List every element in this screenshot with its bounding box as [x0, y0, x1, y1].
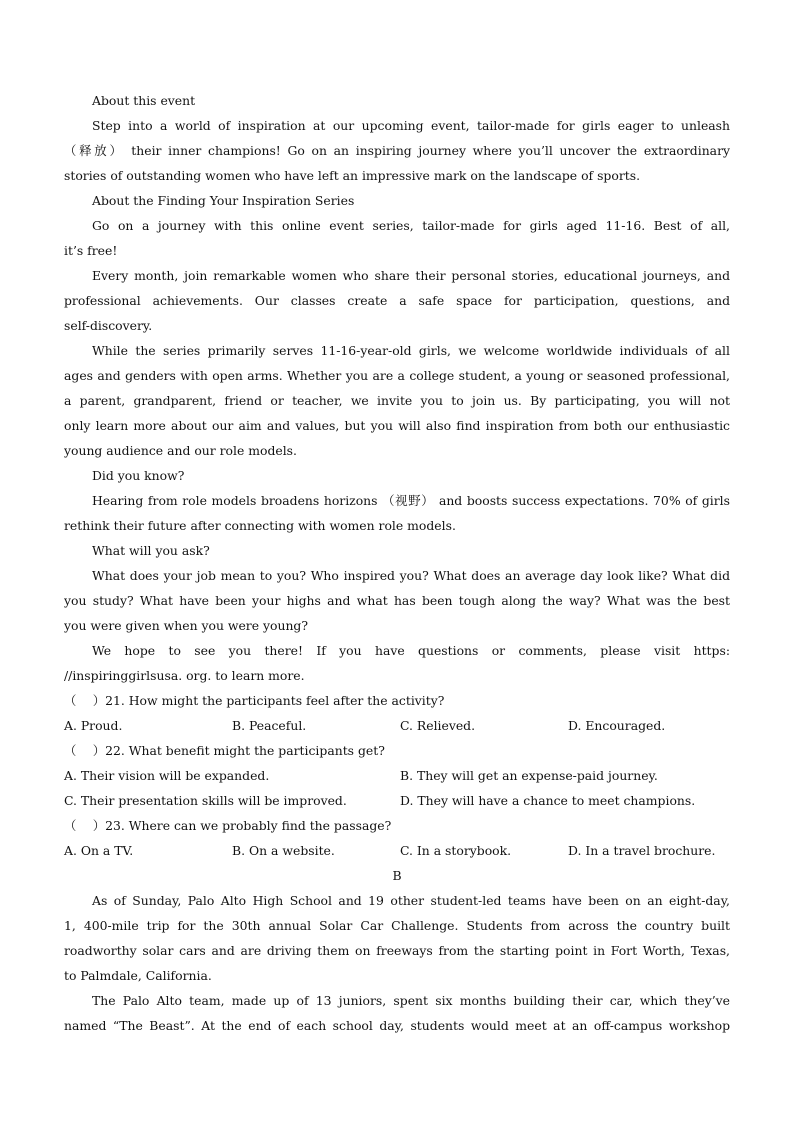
- question-options: [64, 713, 730, 738]
- paragraph-line: While the series primarily serves 11-16-year-old girls, we welcome worldwide individuals of all: [92, 343, 730, 358]
- paragraph-line: （释放） their inner champions! Go on an inspiring journey where you’ll uncover the extraordinary: [64, 143, 730, 158]
- paragraph-line: Hearing from role models broadens horizons （视野） and boosts success expectations. 70% of girls: [92, 493, 730, 508]
- paragraph-line: it’s free!: [64, 243, 118, 258]
- question-options: [64, 763, 730, 788]
- paragraph-line: professional achievements. Our classes create a safe space for participation, questions, and: [64, 293, 730, 308]
- paragraph-line: you study? What have been your highs and what has been tough along the way? What was the best: [64, 593, 730, 608]
- question-stem: （ ）22. What benefit might the participants get?: [64, 743, 385, 758]
- paragraph-line: Every month, join remarkable women who share their personal stories, educational journeys, and: [92, 268, 730, 283]
- option-b: B. They will get an expense-paid journey.: [400, 768, 658, 783]
- heading-what-will-you-ask: What will you ask?: [92, 543, 210, 558]
- section-label: B: [392, 868, 402, 883]
- paragraph-line: to Palmdale, California.: [64, 968, 212, 983]
- paragraph-line: roadworthy solar cars and are driving them on freeways from the starting point in Fort Worth, Texas,: [64, 943, 730, 958]
- paragraph-line: only learn more about our aim and values, but you will also find inspiration from both our enthusiastic: [64, 418, 730, 433]
- paragraph-line: We hope to see you there! If you have questions or comments, please visit https:: [92, 643, 730, 658]
- option-a: A. Proud.: [64, 718, 123, 733]
- option-d: D. In a travel brochure.: [568, 843, 716, 858]
- heading-did-you-know: Did you know?: [92, 468, 185, 483]
- question-options: [64, 788, 730, 813]
- option-a: A. Their vision will be expanded.: [64, 768, 270, 783]
- question-stem: （ ）23. Where can we probably find the passage?: [64, 818, 392, 833]
- paragraph-line: The Palo Alto team, made up of 13 juniors, spent six months building their car, which they’ve: [92, 993, 730, 1008]
- paragraph-line: //inspiringgirlsusa. org. to learn more.: [64, 668, 305, 683]
- option-c: C. In a storybook.: [400, 843, 512, 858]
- paragraph-line: Go on a journey with this online event series, tailor-made for girls aged 11-16. Best of all,: [92, 218, 730, 233]
- paragraph-line: 1, 400-mile trip for the 30th annual Solar Car Challenge. Students from across the country built: [64, 918, 730, 933]
- option-d: D. They will have a chance to meet champions.: [400, 793, 696, 808]
- option-b: B. On a website.: [232, 843, 335, 858]
- question-options: [64, 838, 730, 863]
- paragraph-line: a parent, grandparent, friend or teacher, we invite you to join us. By participating, you will not: [64, 393, 730, 408]
- option-a: A. On a TV.: [64, 843, 134, 858]
- paragraph-line: What does your job mean to you? Who inspired you? What does an average day look like? What did: [92, 568, 730, 583]
- question-stem: （ ）21. How might the participants feel after the activity?: [64, 693, 445, 708]
- option-b: B. Peaceful.: [232, 718, 307, 733]
- paragraph-line: stories of outstanding women who have left an impressive mark on the landscape of sports.: [64, 168, 641, 183]
- paragraph-line: Step into a world of inspiration at our upcoming event, tailor-made for girls eager to unleash: [92, 118, 730, 133]
- paragraph-line: self-discovery.: [64, 318, 153, 333]
- paragraph-line: young audience and our role models.: [64, 443, 297, 458]
- heading-about-event: About this event: [92, 93, 196, 108]
- option-c: C. Their presentation skills will be improved.: [64, 793, 347, 808]
- option-c: C. Relieved.: [400, 718, 476, 733]
- paragraph-line: ages and genders with open arms. Whether you are a college student, a young or seasoned professional,: [64, 368, 730, 383]
- paragraph-line: As of Sunday, Palo Alto High School and 19 other student-led teams have been on an eight-day,: [92, 893, 730, 908]
- paragraph-line: rethink their future after connecting with women role models.: [64, 518, 456, 533]
- option-d: D. Encouraged.: [568, 718, 666, 733]
- paragraph-line: named “The Beast”. At the end of each school day, students would meet at an off-campus workshop: [64, 1018, 730, 1033]
- paragraph-line: you were given when you were young?: [64, 618, 309, 633]
- heading-about-series: About the Finding Your Inspiration Series: [92, 193, 355, 208]
